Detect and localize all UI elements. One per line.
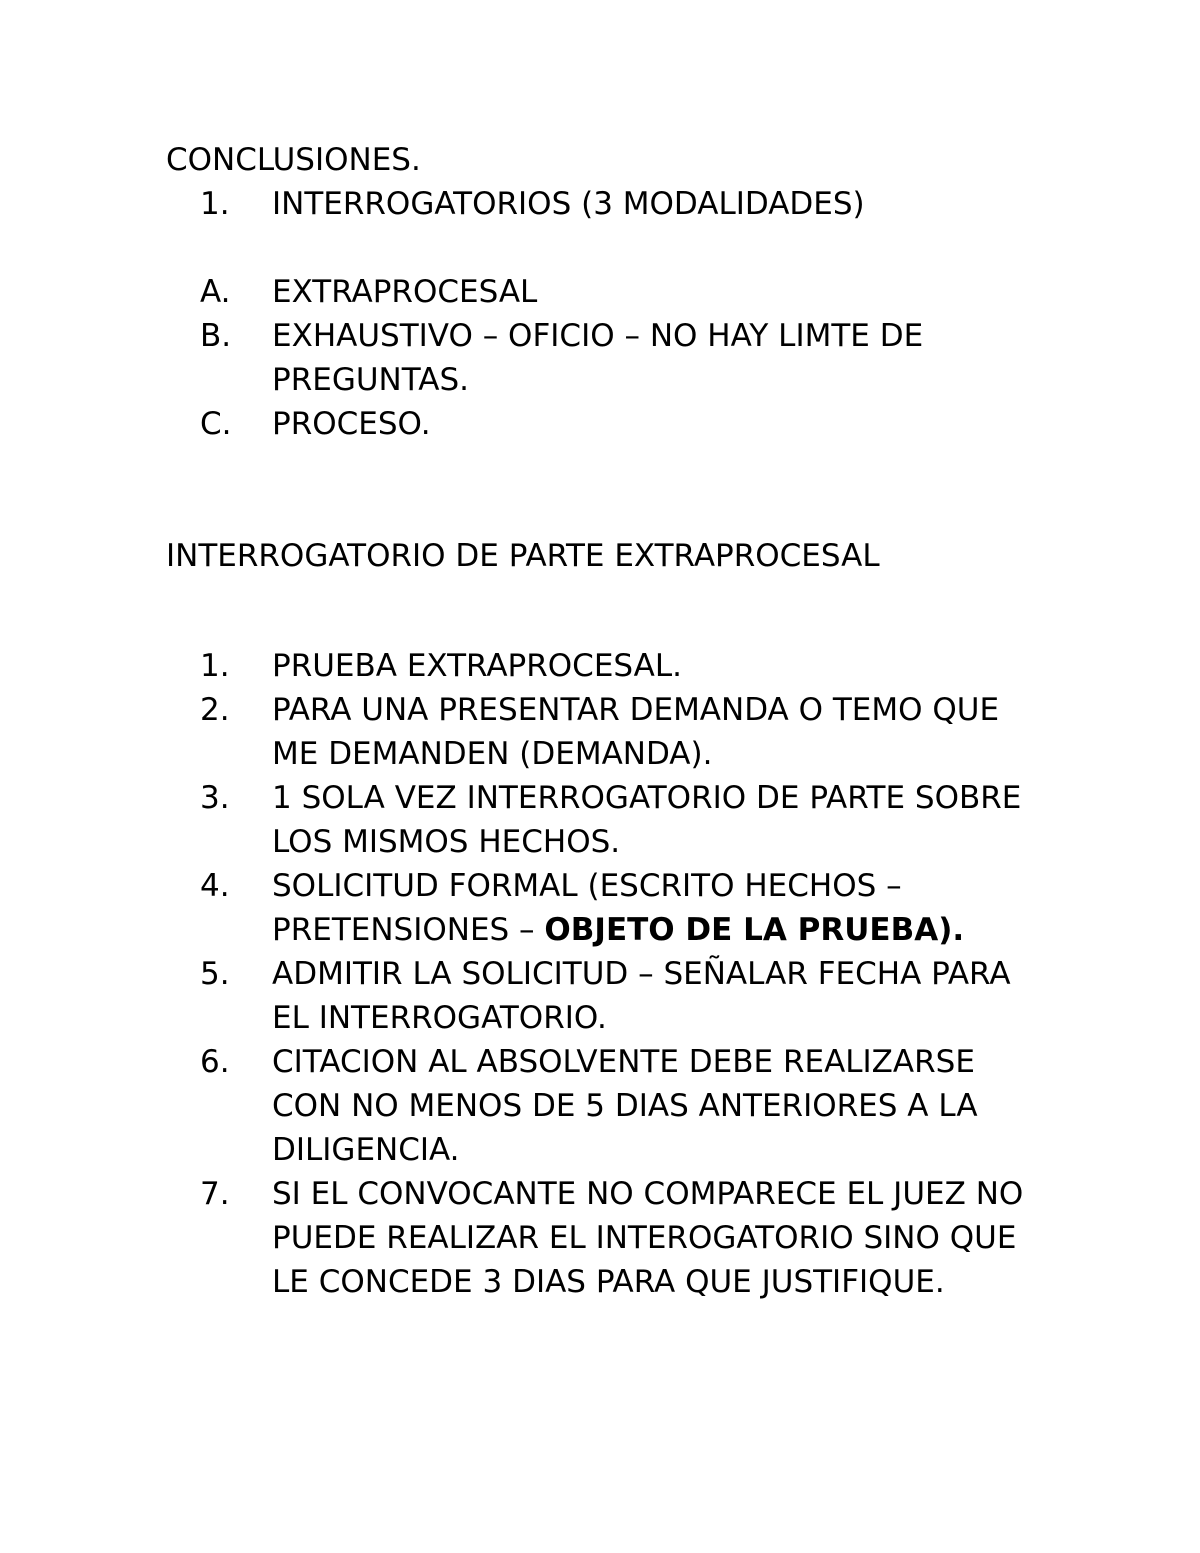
list-item-text: SOLICITUD FORMAL (ESCRITO HECHOS – PRETENSIONES – <box>272 868 902 948</box>
section-heading-conclusiones: CONCLUSIONES. <box>166 142 421 178</box>
list-item <box>166 644 1046 688</box>
list-item-text: PRUEBA EXTRAPROCESAL. <box>272 648 682 684</box>
list-item <box>166 182 1046 226</box>
numbered-list-interrogatorio <box>166 644 1046 1304</box>
list-item-text: PROCESO. <box>272 406 431 442</box>
list-item-bold-text: OBJETO DE LA PRUEBA). <box>544 912 965 948</box>
list-item <box>166 952 1046 1040</box>
list-item-text-wrapper <box>272 864 1046 952</box>
list-item-text: INTERROGATORIOS (3 MODALIDADES) <box>272 186 865 222</box>
list-item-text: CITACION AL ABSOLVENTE DEBE REALIZARSE CON NO MENOS DE 5 DIAS ANTERIORES A LA DILIGENCIA. <box>272 1044 978 1168</box>
list-marker: 7. <box>200 1176 230 1212</box>
numbered-list-conclusiones <box>166 182 1046 226</box>
list-marker: 6. <box>200 1044 230 1080</box>
list-marker: 4. <box>200 868 230 904</box>
list-item-text: PARA UNA PRESENTAR DEMANDA O TEMO QUE ME DEMANDEN (DEMANDA). <box>272 692 1000 772</box>
list-item <box>166 776 1046 864</box>
list-marker: A. <box>200 274 231 310</box>
list-marker: 5. <box>200 956 230 992</box>
section-heading-interrogatorio: INTERROGATORIO DE PARTE EXTRAPROCESAL <box>166 538 880 574</box>
document-page <box>166 138 1046 1304</box>
lettered-list-modalidades <box>166 270 1046 446</box>
list-item-text: ADMITIR LA SOLICITUD – SEÑALAR FECHA PARA EL INTERROGATORIO. <box>272 956 1011 1036</box>
list-marker: 1. <box>200 186 230 222</box>
list-marker: 3. <box>200 780 230 816</box>
list-item <box>166 1172 1046 1304</box>
list-item-text: SI EL CONVOCANTE NO COMPARECE EL JUEZ NO PUEDE REALIZAR EL INTEROGATORIO SINO QUE LE CONCEDE 3 DIAS PARA QUE JUSTIFIQUE. <box>272 1176 1024 1300</box>
list-item <box>166 314 1046 402</box>
list-item <box>166 270 1046 314</box>
spacer <box>166 226 1046 270</box>
list-item <box>166 402 1046 446</box>
list-marker: 1. <box>200 648 230 684</box>
list-item <box>166 1040 1046 1172</box>
list-marker: 2. <box>200 692 230 728</box>
list-marker: B. <box>200 318 232 354</box>
list-item <box>166 864 1046 952</box>
list-marker: C. <box>200 406 232 442</box>
spacer <box>166 446 1046 534</box>
spacer <box>166 578 1046 644</box>
list-item-text: EXTRAPROCESAL <box>272 274 538 310</box>
list-item-text: 1 SOLA VEZ INTERROGATORIO DE PARTE SOBRE LOS MISMOS HECHOS. <box>272 780 1022 860</box>
list-item-text: EXHAUSTIVO – OFICIO – NO HAY LIMTE DE PREGUNTAS. <box>272 318 924 398</box>
list-item <box>166 688 1046 776</box>
